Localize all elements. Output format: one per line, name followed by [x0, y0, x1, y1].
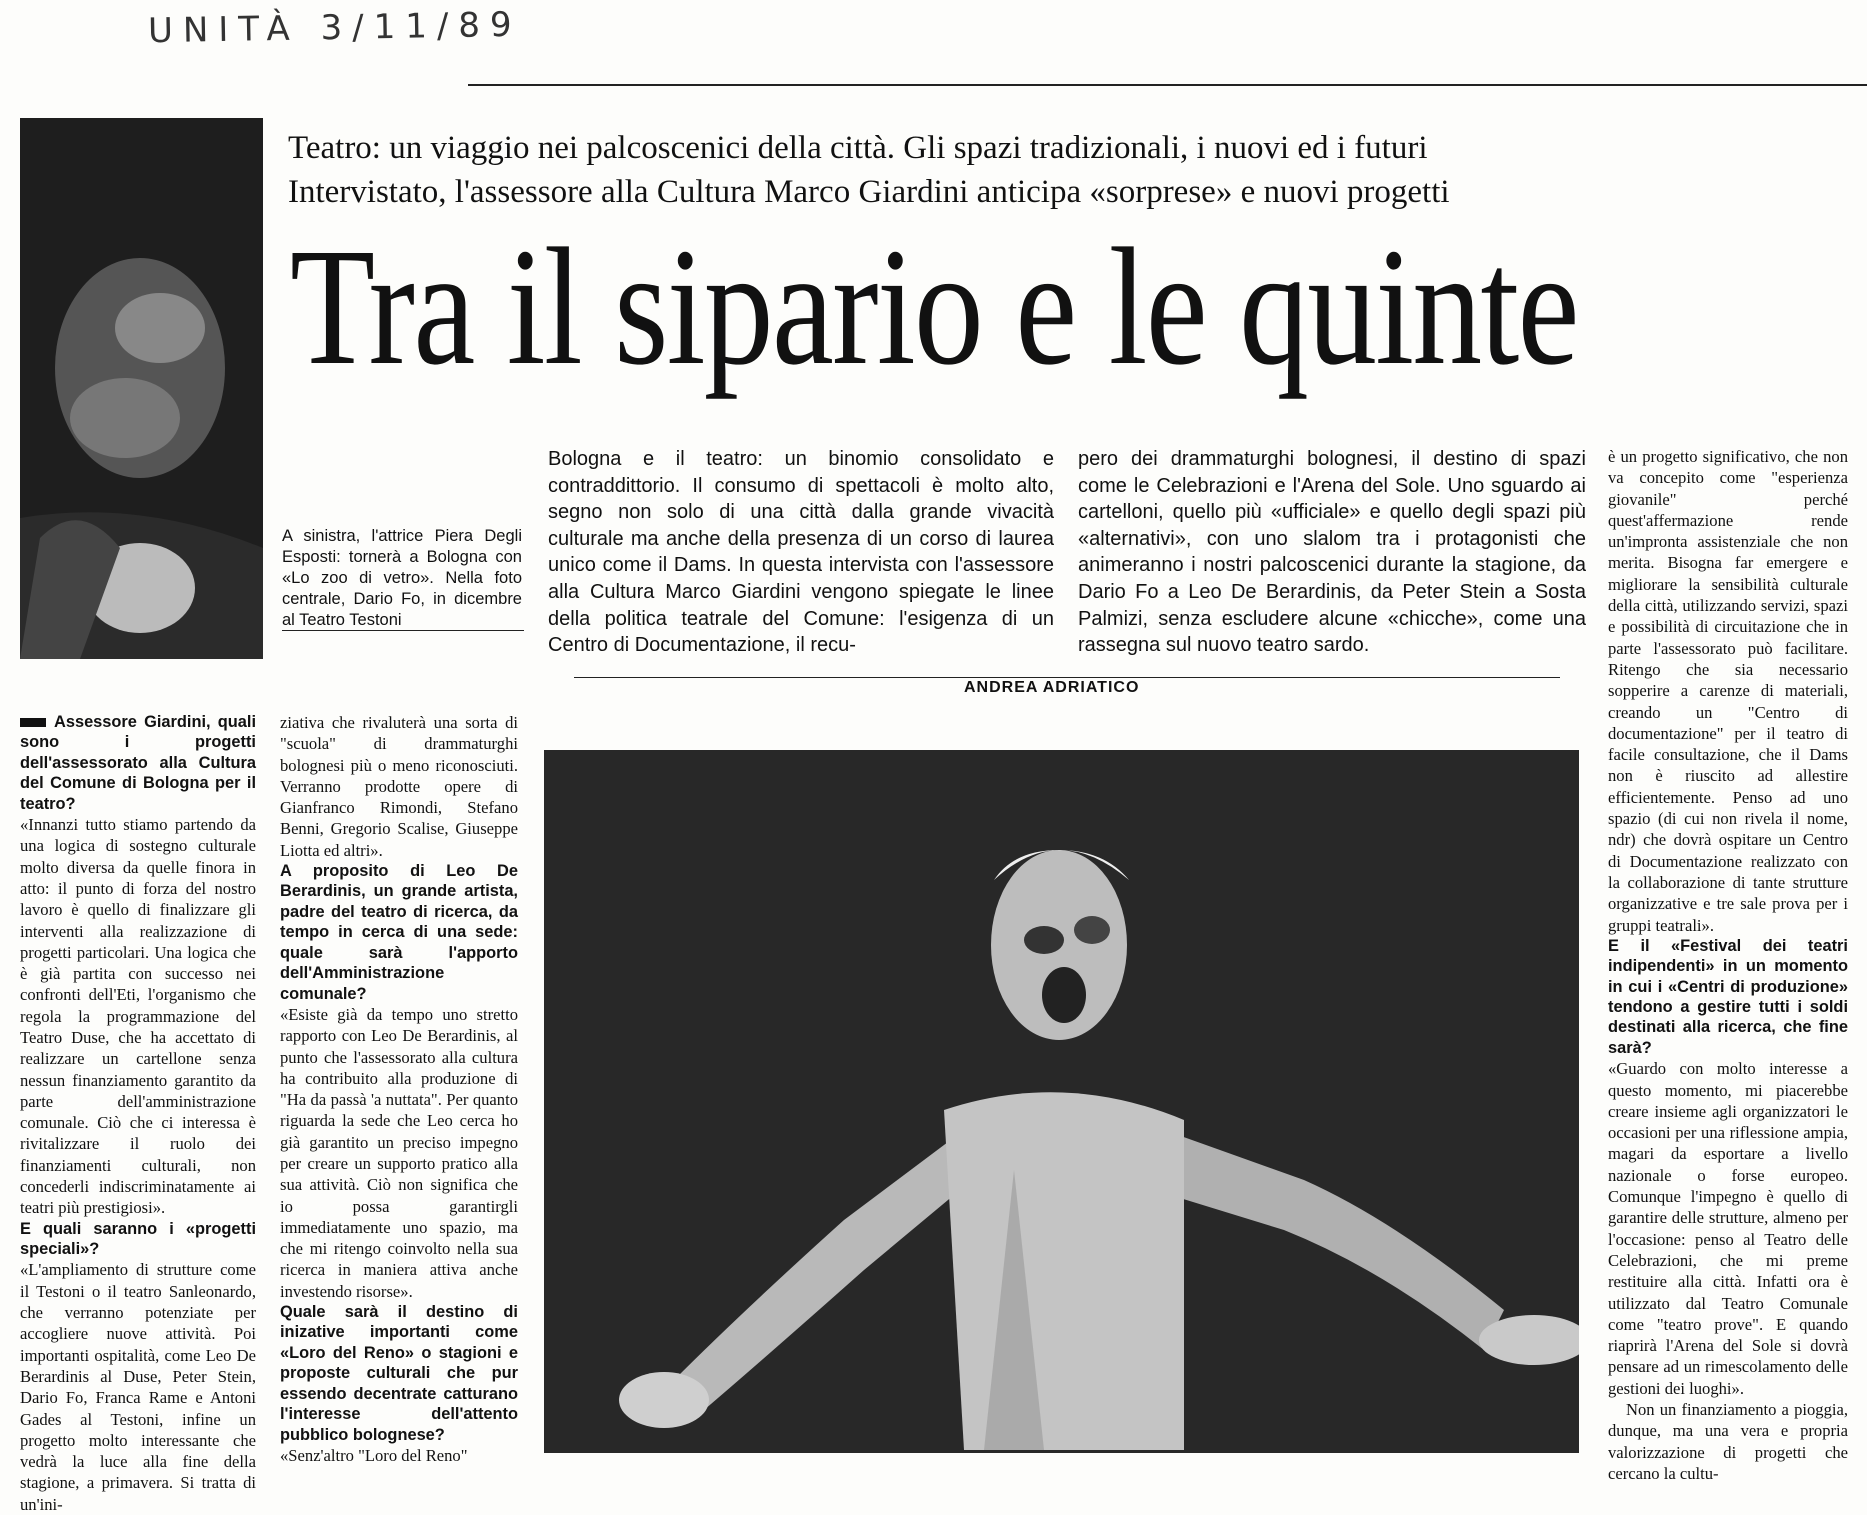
kicker-line-1: Teatro: un viaggio nei palcoscenici della città. Gli spazi tradizionali, i nuovi ed i futuri [288, 130, 1428, 166]
question-3: A proposito di Leo De Berardinis, un grande artista, padre del teatro di ricerca, da tempo in cerca di una sede: quale sarà l'apporto dell'Amministrazione comunale? [280, 862, 518, 1003]
body-column-3 [1608, 446, 1848, 1484]
lead-column-2: pero dei drammaturghi bolognesi, il destino di spazi come le Celebrazioni e l'Arena del Sole. Uno sguardo ai cartelloni, quello più «ufficiale» e quello degli spazi più «alternativi», con uno slalom tra i protagonisti che animeranno i nostri palcoscenici durante la stagione, da Dario Fo a Leo De Berardinis, da Peter Stein a Sosta Palmizi, senza escludere alcune «chicche», come una rassegna sul nuovo teatro sardo. [1078, 448, 1586, 657]
answer-4: «Senz'altro "Loro del Reno" [280, 1445, 468, 1465]
handwritten-date-note: UNITÀ 3/11/89 [147, 4, 522, 52]
photo-caption: A sinistra, l'attrice Piera Degli Esposti: tornerà a Bologna con «Lo zoo di vetro». Nella foto centrale, Dario Fo, in dicembre al Teatro Testoni [282, 527, 522, 629]
question-2: E quali saranno i «progetti speciali»? [20, 1219, 256, 1259]
answer-1: «Innanzi tutto stiamo partendo da una logica di sostegno culturale molto diversa da quelle finora in atto: il punto di forza del nostro lavoro è quello di finalizzare gli interventi alla realizzazione di progetti particolari. Una logica che è già partita con successo nei confronti dell'Eti, l'organismo che regola la programmazione del Teatro Duse, che ha accettato di realizzare un cartellone senza nessun finanziamento garantito da parte dell'amministrazione comunale. Ciò che ci interessa è rivitalizzare il ruolo dei finanziamenti culturali, non concederli indiscriminatamente ai teatri più prestigiosi». [20, 815, 256, 1218]
kicker-line-2: Intervistato, l'assessore alla Cultura Marco Giardini anticipa «sorprese» e nuovi progetti [288, 174, 1450, 210]
closing-paragraph: Non un finanziamento a pioggia, dunque, ma una vera e propria valorizzazione di progetti che cercano la cultu- [1608, 1400, 1848, 1483]
section-marker [20, 718, 46, 727]
dario-fo-photo [544, 750, 1579, 1453]
question-1: Assessore Giardini, quali sono i progetti dell'assessorato alla Cultura del Comune di Bologna per il teatro? [20, 713, 256, 813]
actress-photo [20, 118, 263, 659]
top-rule [468, 84, 1867, 86]
body-column-2 [280, 712, 518, 1466]
lead-column-1: Bologna e il teatro: un binomio consolidato e contraddittorio. Il consumo di spettacoli è molto alto, segno non solo di una città dalla grande vivacità culturale ma anche della presenza di un corso di laurea unico come il Dams. In questa intervista con l'assessore alla Cultura Marco Giardini vengono spiegate le linee della politica teatrale del Comune: l'esigenza di un Centro di Documentazione, il recu- [548, 448, 1054, 657]
answer-4-continued: è un progetto significativo, che non va concepito come "esperienza giovanile" perché quest'affermazione rende un'impronta assistenziale che non merita. Bisogna far emergere e migliorare la sensibilità culturale della città, utilizzando servizi, spazi e possibilità di circuitazione che in parte l'assessorato può facilitare. Ritengo che sia necessario sopperire a carenze di materiali, creando un "Centro di documentazione" per il teatro di facile consultazione, che il Dams non è riuscito ad allestire efficientemente. Penso ad uno spazio (di cui non rivela il nome, ndr) che dovrà ospitare un Centro di Documentazione realizzato con la collaborazione di tante strutture organizzative e tre sale prova per i gruppi teatrali». [1608, 447, 1848, 935]
answer-5: «Guardo con molto interesse a questo momento, mi piacerebbe creare insieme agli organizzatori le occasioni per una riflessione ampia, magari da esportare a livello nazionale o forse europeo. Comunque l'impegno è quello di garantire delle strutture, almeno per l'occasione: penso al Teatro delle Celebrazioni, che mi preme restituire alla città. Infatti ora è utilizzato dal Teatro Comunale come "teatro prove". E quando riaprirà l'Arena del Sole si dovrà pensare ad un rimescolamento delle gestioni dei luoghi». [1608, 1059, 1848, 1398]
byline: ANDREA ADRIATICO [964, 679, 1140, 696]
byline-rule [574, 677, 1560, 678]
question-4: Quale sarà il destino di inizative importanti come «Loro del Reno» o stagioni e proposte culturali che pur essendo decentrate catturano l'interesse dell'attento pubblico bolognese? [280, 1303, 518, 1444]
answer-2-continued: ziativa che rivaluterà una sorta di "scuola" di drammaturghi bolognesi più o meno riconosciuti. Verranno prodotte opere di Gianfranco Rimondi, Stefano Benni, Gregorio Scalise, Giuseppe Liotta ed altri». [280, 713, 518, 860]
answer-3: «Esiste già da tempo uno stretto rapporto con Leo De Berardinis, al punto che l'assessorato alla cultura ha contribuito alla produzione di "Ha da passà 'a nuttata". Per quanto riguarda la sede che Leo cerca ho già garantito un preciso impegno per creare un supporto pratico alla sua attività. Ciò non significa che io possa garantirgli immediatamente uno spazio, ma che mi ritengo coinvolto nella sua ricerca in maniera attiva anche investendo risorse». [280, 1004, 518, 1301]
body-column-1 [20, 712, 256, 1515]
headline: Tra il sipario e le quinte [290, 214, 1578, 400]
question-5: E il «Festival dei teatri indipendenti» in un momento in cui i «Centri di produzione» tendono a gestire tutti i soldi destinati alla ricerca, che fine sarà? [1608, 936, 1848, 1057]
caption-rule [282, 630, 524, 631]
answer-2: «L'ampliamento di strutture come il Testoni o il teatro Sanleonardo, che verranno potenziate per accogliere nuove attività. Poi importanti ospitalità, come Leo De Berardinis al Duse, Peter Stein, Dario Fo, Franca Rame e Antoni Gades al Testoni, infine un progetto molto interessante che vedrà la luce alla fine della stagione, a primavera. Si tratta di un'ini- [20, 1260, 256, 1514]
